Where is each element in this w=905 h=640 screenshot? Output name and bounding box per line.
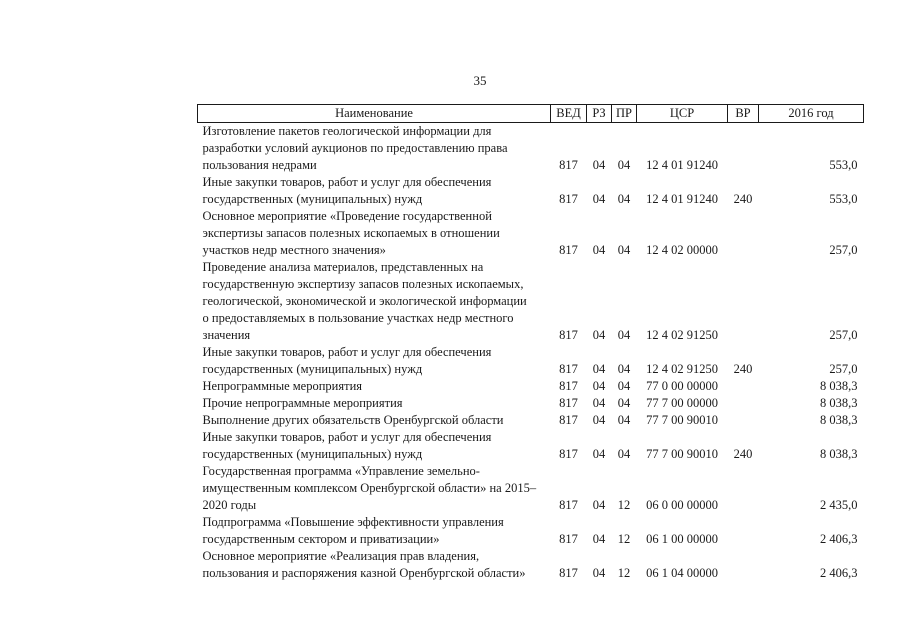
row-name-line: государственную экспертизу запасов полезных ископаемых, <box>202 277 524 291</box>
row-csr: 06 1 00 00000 <box>646 532 718 546</box>
row-rz: 04 <box>592 498 606 512</box>
row-name-line: Непрограммные мероприятия <box>202 379 363 393</box>
row-pr: 04 <box>617 447 631 461</box>
row-csr: 06 1 04 00000 <box>646 566 718 580</box>
row-sum: 553,0 <box>829 192 858 206</box>
row-rz: 04 <box>592 192 606 206</box>
row-name-line: государственным сектором и приватизации» <box>202 532 440 546</box>
header-csr: ЦСР <box>637 105 728 123</box>
row-sum: 553,0 <box>829 158 858 172</box>
row-name <box>198 463 551 514</box>
row-ved: 817 <box>559 379 578 393</box>
row-rz: 04 <box>592 566 606 580</box>
row-name-line: о предоставляемых в пользование участках недр местного <box>202 311 514 325</box>
table-row <box>198 463 864 514</box>
row-name-line: имущественным комплексом Оренбургской области» на 2015– <box>202 481 537 495</box>
row-csr: 12 4 01 91240 <box>646 192 718 206</box>
row-sum: 2 406,3 <box>820 566 858 580</box>
row-pr: 04 <box>617 328 631 342</box>
row-sum: 2 435,0 <box>820 498 858 512</box>
table-row <box>198 514 864 548</box>
row-ved: 817 <box>559 498 578 512</box>
row-rz: 04 <box>592 532 606 546</box>
row-name <box>198 174 551 208</box>
row-sum: 8 038,3 <box>820 447 858 461</box>
row-vr: 240 <box>733 362 753 376</box>
table-body <box>198 123 864 583</box>
row-vr <box>728 123 759 175</box>
row-name-line: разработки условий аукционов по предоставлению права <box>202 141 508 155</box>
table-row <box>198 208 864 259</box>
row-vr <box>728 412 759 429</box>
row-name-line: участков недр местного значения» <box>202 243 386 257</box>
row-ved: 817 <box>559 328 578 342</box>
row-vr <box>728 548 759 582</box>
row-name-line: Иные закупки товаров, работ и услуг для обеспечения <box>202 345 492 359</box>
row-csr: 12 4 02 00000 <box>646 243 718 257</box>
row-pr: 12 <box>617 566 631 580</box>
table-row <box>198 344 864 378</box>
row-name-line: Иные закупки товаров, работ и услуг для обеспечения <box>202 430 492 444</box>
header-sum: 2016 год <box>759 105 864 123</box>
table-row <box>198 412 864 429</box>
row-name-line: Выполнение других обязательств Оренбургской области <box>202 413 504 427</box>
row-name-line: государственных (муниципальных) нужд <box>202 192 423 206</box>
row-ved: 817 <box>559 192 578 206</box>
row-name <box>198 412 551 429</box>
row-vr: 240 <box>733 192 753 206</box>
row-sum: 8 038,3 <box>820 396 858 410</box>
row-name-line: геологической, экономической и экологической информации <box>202 294 527 308</box>
row-name <box>198 123 551 175</box>
row-name-line: Проведение анализа материалов, представленных на <box>202 260 484 274</box>
table-row <box>198 259 864 344</box>
row-ved: 817 <box>559 243 578 257</box>
row-name-line: Основное мероприятие «Проведение государственной <box>202 209 492 223</box>
row-name-line: Прочие непрограммные мероприятия <box>202 396 403 410</box>
row-name <box>198 208 551 259</box>
row-name-line: экспертизы запасов полезных ископаемых в отношении <box>202 226 500 240</box>
table-row <box>198 378 864 395</box>
table-header <box>198 105 864 123</box>
row-csr: 12 4 01 91240 <box>646 158 718 172</box>
row-pr: 04 <box>617 362 631 376</box>
row-csr: 77 7 00 00000 <box>646 396 718 410</box>
table-row <box>198 123 864 175</box>
table-row <box>198 174 864 208</box>
row-name-line: значения <box>202 328 251 342</box>
row-ved: 817 <box>559 413 578 427</box>
row-rz: 04 <box>592 243 606 257</box>
row-pr: 04 <box>617 379 631 393</box>
row-vr <box>728 514 759 548</box>
row-ved: 817 <box>559 532 578 546</box>
row-sum: 257,0 <box>829 243 858 257</box>
row-pr: 12 <box>617 498 631 512</box>
row-rz: 04 <box>592 413 606 427</box>
row-name <box>198 395 551 412</box>
budget-table <box>197 104 864 582</box>
row-rz: 04 <box>592 328 606 342</box>
row-name <box>198 548 551 582</box>
header-rz: РЗ <box>587 105 612 123</box>
row-name-line: Основное мероприятие «Реализация прав владения, <box>202 549 480 563</box>
table-row <box>198 429 864 463</box>
row-vr <box>728 208 759 259</box>
row-ved: 817 <box>559 566 578 580</box>
row-sum: 8 038,3 <box>820 379 858 393</box>
row-rz: 04 <box>592 362 606 376</box>
row-ved: 817 <box>559 362 578 376</box>
row-name <box>198 378 551 395</box>
row-rz: 04 <box>592 447 606 461</box>
row-vr <box>728 463 759 514</box>
row-name <box>198 259 551 344</box>
row-name-line: Изготовление пакетов геологической информации для <box>202 124 492 138</box>
row-pr: 04 <box>617 243 631 257</box>
page-number: 35 <box>473 73 487 88</box>
header-vr: ВР <box>728 105 759 123</box>
row-name <box>198 429 551 463</box>
row-csr: 77 7 00 90010 <box>646 413 718 427</box>
row-name-line: государственных (муниципальных) нужд <box>202 447 423 461</box>
row-name-line: Подпрограмма «Повышение эффективности управления <box>202 515 504 529</box>
row-name-line: Государственная программа «Управление земельно- <box>202 464 480 478</box>
row-ved: 817 <box>559 396 578 410</box>
row-vr <box>728 395 759 412</box>
row-ved: 817 <box>559 447 578 461</box>
row-name <box>198 514 551 548</box>
row-sum: 257,0 <box>829 328 858 342</box>
row-sum: 2 406,3 <box>820 532 858 546</box>
row-csr: 12 4 02 91250 <box>646 328 718 342</box>
row-rz: 04 <box>592 379 606 393</box>
header-ved: ВЕД <box>551 105 587 123</box>
row-name-line: 2020 годы <box>202 498 257 512</box>
header-name: Наименование <box>198 105 551 123</box>
row-name-line: пользования недрами <box>202 158 317 172</box>
row-csr: 77 7 00 90010 <box>646 447 718 461</box>
row-vr <box>728 259 759 344</box>
row-csr: 77 0 00 00000 <box>646 379 718 393</box>
header-pr: ПР <box>612 105 637 123</box>
row-rz: 04 <box>592 158 606 172</box>
row-ved: 817 <box>559 158 578 172</box>
row-sum: 257,0 <box>829 362 858 376</box>
row-csr: 06 0 00 00000 <box>646 498 718 512</box>
row-csr: 12 4 02 91250 <box>646 362 718 376</box>
row-vr <box>728 378 759 395</box>
row-pr: 04 <box>617 413 631 427</box>
row-pr: 04 <box>617 192 631 206</box>
row-vr: 240 <box>733 447 753 461</box>
row-rz: 04 <box>592 396 606 410</box>
table-row <box>198 395 864 412</box>
row-pr: 04 <box>617 158 631 172</box>
row-name-line: пользования и распоряжения казной Оренбургской области» <box>202 566 526 580</box>
row-name-line: Иные закупки товаров, работ и услуг для обеспечения <box>202 175 492 189</box>
row-name-line: государственных (муниципальных) нужд <box>202 362 423 376</box>
table-row <box>198 548 864 582</box>
row-name <box>198 344 551 378</box>
row-pr: 04 <box>617 396 631 410</box>
row-sum: 8 038,3 <box>820 413 858 427</box>
row-pr: 12 <box>617 532 631 546</box>
